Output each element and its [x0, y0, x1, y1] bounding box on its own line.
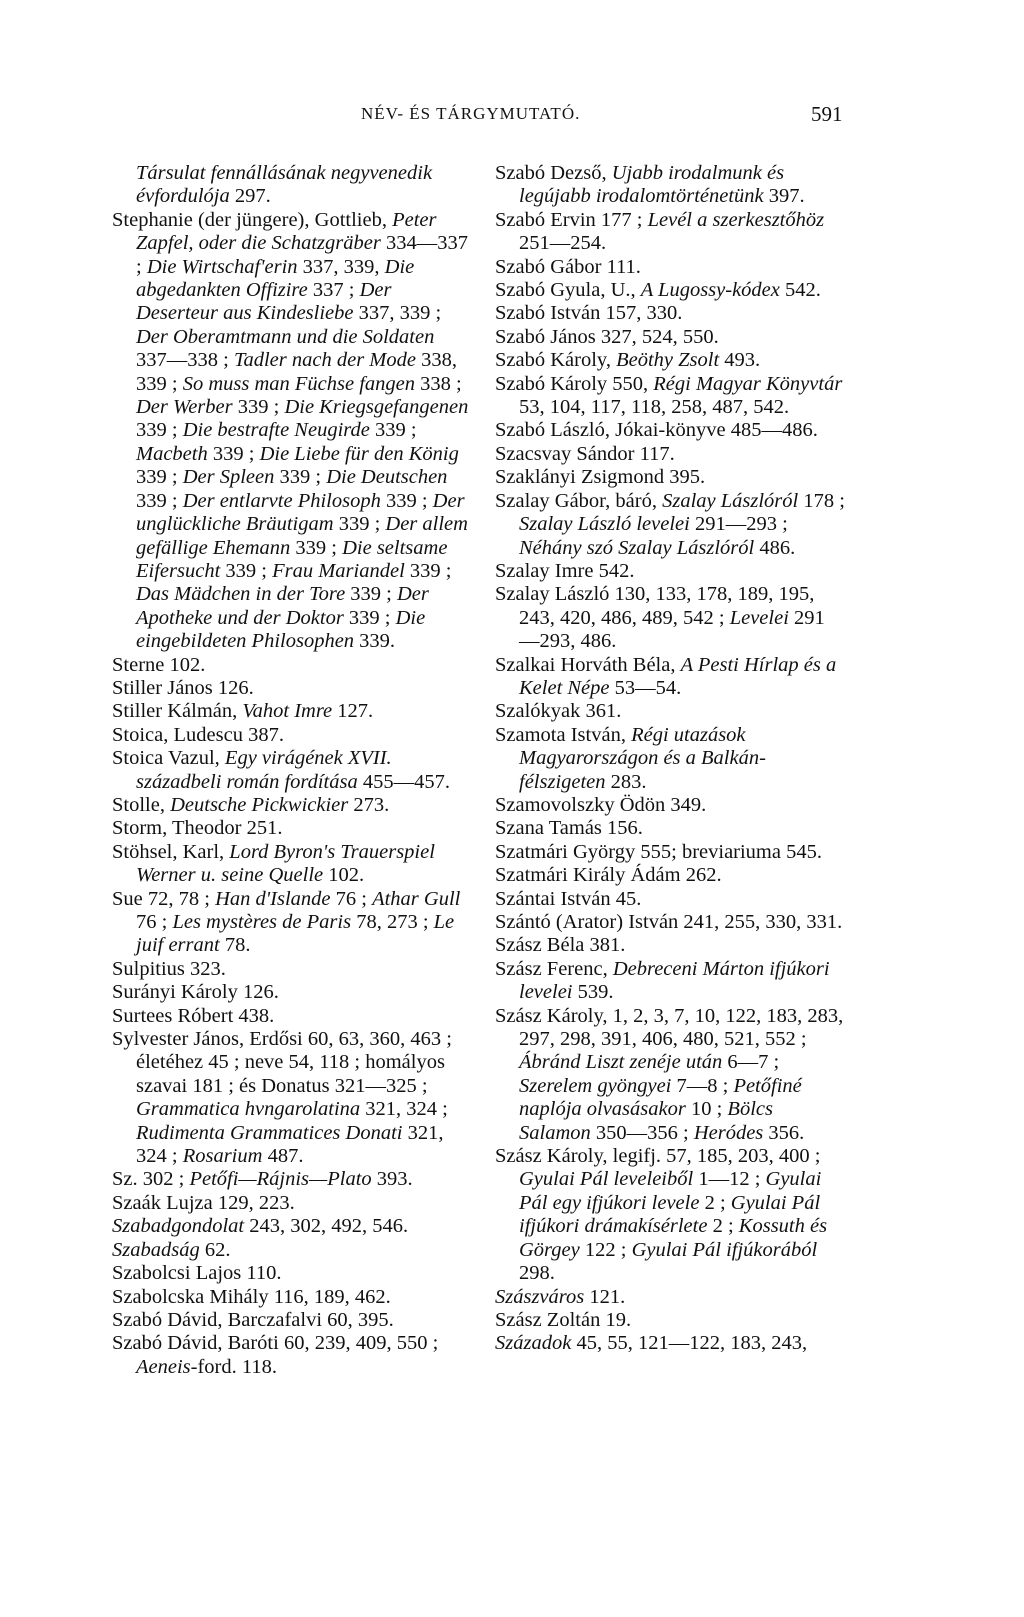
entry-text: Szamota István,: [495, 723, 632, 746]
index-entry: [495, 302, 845, 325]
entry-text: 121.: [584, 1285, 626, 1308]
entry-text: 45, 55, 121—122, 183, 243,: [571, 1332, 808, 1355]
entry-text: 339 ;: [345, 583, 397, 606]
entry-title-text: Néhány szó Szalay Lászlóról: [519, 536, 755, 559]
entry-text: Szabó Ervin 177 ;: [495, 208, 648, 231]
entry-title-text: Der Werber: [136, 396, 233, 419]
entry-title-text: Deutsche Pickwickier: [170, 793, 349, 816]
entry-title-text: Levelei: [729, 606, 789, 629]
entry-text: Stöhsel, Karl,: [112, 840, 230, 863]
entry-text: 338, 339 ;: [136, 349, 457, 395]
entry-text: 337—338 ;: [136, 349, 234, 372]
entry-text: 339 ;: [220, 559, 273, 582]
index-entry: [495, 841, 845, 864]
entry-title-text: Der Spleen: [182, 466, 275, 489]
entry-title-text: Die Wirtschaf'erin: [146, 255, 298, 278]
entry-text: Szántó (Arator) István 241, 255, 330, 331.: [495, 911, 843, 933]
entry-text: 339 ;: [369, 419, 417, 442]
entry-title-text: Heródes: [693, 1121, 764, 1144]
entry-text: Szatmári György 555; breviariuma 545.: [495, 840, 822, 863]
entry-title-text: Le juif errant: [136, 911, 455, 957]
index-entry: [495, 654, 845, 701]
entry-title-text: Debreceni Márton ifjúkori levelei: [519, 957, 830, 1004]
index-entry: [495, 958, 845, 1005]
entry-title-text: Der allem gefällige Ehemann: [136, 513, 468, 559]
entry-title-text: Peter Zapfel, oder die Schatzgräber: [136, 208, 437, 255]
entry-title-text: Szabadság: [112, 1238, 200, 1261]
entry-text: 122 ;: [579, 1238, 632, 1261]
entry-text: 356.: [763, 1121, 805, 1144]
entry-title-text: Les mystères de Paris: [172, 911, 352, 933]
index-entry: [495, 724, 845, 794]
entry-title-text: Szalay László levelei: [519, 513, 690, 536]
entry-title-text: Die eingebildeten Philosophen: [136, 606, 426, 653]
entry-title-text: A Pesti Hírlap és a Kelet Népe: [519, 653, 837, 699]
index-entry: [112, 209, 470, 654]
entry-title-text: Kossuth és Görgey: [519, 1215, 828, 1261]
entry-text: Sulpitius 323.: [112, 957, 226, 980]
index-entry: [112, 1168, 470, 1191]
entry-title-text: Frau Mariandel: [272, 559, 405, 582]
entry-text: 297.: [229, 185, 271, 208]
entry-title-text: Régi Magyar Könyvtár: [653, 372, 843, 395]
index-entry: [495, 700, 845, 723]
entry-text: 7—8 ;: [671, 1074, 734, 1097]
entry-title-text: Egy virágének XVII. századbeli román fordítása: [136, 747, 392, 793]
entry-text: 337, 339 ;: [353, 302, 442, 325]
entry-title-text: Társulat fennállásának negyvenedik évfordulója: [136, 162, 433, 208]
index-entry: [112, 724, 470, 747]
entry-title-text: Athar Gull: [372, 887, 461, 910]
entry-text: Szana Tamás 156.: [495, 817, 643, 840]
entry-text: 53—54.: [609, 676, 682, 699]
entry-text: Stiller Kálmán,: [112, 700, 243, 723]
index-entry: [495, 443, 845, 466]
entry-text: Szalókyak 361.: [495, 700, 622, 723]
entry-text: 53, 104, 117, 118, 258, 487, 542.: [519, 396, 790, 419]
index-entry: [495, 934, 845, 957]
entry-text: -ford. 118.: [190, 1355, 278, 1378]
entry-text: 298.: [519, 1262, 555, 1285]
entry-title-text: A Lugossy-kódex: [640, 279, 780, 302]
entry-text: 78.: [219, 934, 251, 957]
entry-title-text: Rosarium: [182, 1145, 263, 1168]
index-entry: [112, 1239, 470, 1262]
entry-text: 127.: [332, 700, 374, 723]
entry-title-text: Gyulai Pál ifjúkorából: [631, 1238, 818, 1261]
entry-title-text: Die Deutschen: [326, 466, 448, 489]
entry-title-text: Der unglückliche Bräutigam: [136, 489, 465, 536]
entry-title-text: Die seltsame Eifersucht: [136, 536, 448, 582]
index-entry: [495, 490, 845, 560]
entry-title-text: Tadler nach der Mode: [233, 349, 416, 372]
entry-title-text: Szászváros: [495, 1285, 585, 1308]
entry-title-text: Szabadgondolat: [112, 1215, 245, 1238]
entry-text: 455—457.: [357, 770, 450, 793]
index-entry: [112, 1286, 470, 1309]
entry-title-text: Vahot Imre: [242, 700, 333, 723]
entry-text: 321, 324 ;: [136, 1121, 444, 1168]
entry-text: Szamovolszky Ödön 349.: [495, 793, 707, 816]
index-entry: [495, 911, 845, 934]
entry-text: Szabó Dezső,: [495, 162, 612, 184]
entry-text: 62.: [199, 1238, 231, 1261]
entry-text: 251—254.: [519, 232, 607, 255]
entry-text: 291—293, 486.: [519, 606, 825, 653]
entry-text: 339 ;: [404, 559, 452, 582]
entry-title-text: Grammatica hvngarolatina: [136, 1098, 361, 1121]
index-entry: [495, 888, 845, 911]
index-entry: [112, 1332, 470, 1379]
entry-text: 283.: [605, 770, 647, 793]
entry-text: Sue 72, 78 ;: [112, 887, 216, 910]
entry-text: Szaák Lujza 129, 223.: [112, 1191, 295, 1214]
entry-text: 337 ;: [307, 279, 360, 302]
index-entry: [112, 1028, 470, 1168]
entry-title-text: Lord Byron's Trauerspiel Werner u. seine Quelle: [136, 840, 435, 887]
index-entry: [495, 162, 845, 209]
index-entry: [112, 1309, 470, 1332]
index-entry: [112, 162, 470, 209]
index-entry: [112, 794, 470, 817]
index-entry: [112, 841, 470, 888]
entry-text: 542.: [779, 279, 821, 302]
entry-text: 243, 302, 492, 546.: [244, 1215, 409, 1238]
entry-title-text: Gyulai Pál leveleiből: [519, 1168, 694, 1191]
entry-text: Sylvester János, Erdősi 60, 63, 360, 463 ; életéhez 45 ; neve 54, 118 ; homályos szavai 181 ; és Donatus 321—325 ;: [112, 1028, 452, 1097]
entry-text: Szász Béla 381.: [495, 934, 626, 957]
entry-text: 76 ;: [136, 911, 173, 933]
running-title: NÉV- ÉS TÁRGYMUTATÓ.: [361, 104, 581, 123]
entry-title-text: Die abgedankten Offizire: [136, 255, 415, 302]
entry-title-text: Die Liebe für den König: [259, 442, 459, 465]
entry-title-text: Gyulai Pál egy ifjúkori levele: [519, 1168, 822, 1214]
entry-title-text: Han d'Islande: [215, 887, 331, 910]
entry-title-text: Der entlarvte Philosoph: [182, 489, 381, 512]
index-entry: [495, 1286, 845, 1309]
entry-text: Szabó Károly 550,: [495, 372, 654, 395]
index-entry: [495, 1145, 845, 1285]
entry-text: Stephanie (der jüngere), Gottlieb,: [112, 208, 393, 231]
entry-text: Surányi Károly 126.: [112, 981, 279, 1004]
entry-title-text: So muss man Füchse fangen: [182, 372, 416, 395]
page-number: 591: [811, 102, 843, 126]
entry-text: Szabó Károly,: [495, 349, 617, 372]
index-entry: [495, 256, 845, 279]
entry-title-text: Rudimenta Grammatices Donati: [136, 1121, 403, 1144]
index-entry: [112, 817, 470, 840]
entry-title-text: Szalay Lászlóról: [662, 489, 799, 512]
index-entry: [495, 349, 845, 372]
entry-text: Szabó Dávid, Barczafalvi 60, 395.: [112, 1308, 394, 1331]
index-entry: [112, 1262, 470, 1285]
entry-text: Stoica Vazul,: [112, 747, 225, 770]
entry-text: 486.: [754, 536, 796, 559]
entry-text: 397.: [763, 185, 805, 208]
index-column-right: [495, 162, 845, 1356]
entry-text: Szász Zoltán 19.: [495, 1308, 632, 1331]
entry-text: 339 ;: [290, 536, 343, 559]
entry-text: Szaklányi Zsigmond 395.: [495, 466, 706, 489]
entry-text: Szabó István 157, 330.: [495, 302, 683, 325]
index-entry: [495, 466, 845, 489]
entry-title-text: Szerelem gyöngyei: [519, 1074, 672, 1097]
entry-text: 178 ;: [798, 489, 845, 512]
entry-text: 273.: [348, 793, 390, 816]
index-entry: [495, 326, 845, 349]
entry-text: Sterne 102.: [112, 653, 206, 676]
entry-text: Stolle,: [112, 793, 171, 816]
index-entry: [495, 1005, 845, 1145]
entry-text: Szalkai Horváth Béla,: [495, 653, 681, 676]
entry-text: Storm, Theodor 251.: [112, 817, 283, 840]
index-entry: [112, 981, 470, 1004]
entry-text: Szász Ferenc,: [495, 957, 613, 980]
entry-text: Szatmári Király Ádám 262.: [495, 864, 722, 887]
index-entry: [112, 677, 470, 700]
entry-text: Szabó László, Jókai-könyve 485—486.: [495, 419, 818, 442]
entry-title-text: Macbeth: [136, 442, 208, 465]
entry-text: Stiller János 126.: [112, 676, 254, 699]
entry-text: 321, 324 ;: [360, 1098, 448, 1121]
entry-title-text: Die Kriegsgefangenen: [284, 396, 469, 419]
entry-title-text: Das Mädchen in der Tore: [136, 583, 346, 606]
entry-text: 393.: [371, 1168, 413, 1191]
entry-text: 339 ;: [274, 466, 327, 489]
entry-text: 339 ;: [380, 489, 433, 512]
entry-title-text: Petőfi—Rájnis—Plato: [189, 1168, 372, 1191]
page-header: [0, 104, 1024, 134]
entry-title-text: Petőfiné naplója olvasásakor: [519, 1074, 802, 1121]
entry-title-text: Die bestrafte Neugirde: [182, 419, 370, 442]
entry-title-text: Bölcs Salamon: [519, 1098, 773, 1144]
entry-text: Szabolcsi Lajos 110.: [112, 1262, 282, 1285]
entry-text: 2 ;: [707, 1215, 739, 1238]
entry-text: 539.: [572, 981, 614, 1004]
entry-text: Szász Károly, 1, 2, 3, 7, 10, 122, 183, 283, 297, 298, 391, 406, 480, 521, 552 ;: [495, 1004, 844, 1051]
index-entry: [495, 279, 845, 302]
entry-text: Szabó Gyula, U.,: [495, 279, 641, 302]
entry-title-text: Régi utazások Magyarországon és a Balkán-félszigeten: [519, 723, 766, 793]
entry-text: 78, 273 ;: [351, 911, 434, 933]
index-entry: [495, 560, 845, 583]
entry-text: 291—293 ;: [689, 513, 788, 536]
entry-text: 339 ;: [207, 442, 260, 465]
entry-text: 339 ;: [232, 396, 285, 419]
entry-text: Szabó Gábor 111.: [495, 255, 641, 278]
entry-text: 6—7 ;: [722, 1051, 780, 1074]
entry-text: 1—12 ;: [693, 1168, 766, 1191]
entry-text: 334—337 ;: [136, 232, 468, 278]
entry-title-text: Beöthy Zsolt: [616, 349, 720, 372]
index-entry: [112, 1215, 470, 1238]
index-entry: [112, 747, 470, 794]
entry-text: 339 ;: [136, 489, 183, 512]
entry-text: 337, 339,: [297, 255, 385, 278]
index-entry: [495, 1332, 845, 1355]
entry-text: 493.: [719, 349, 761, 372]
entry-text: 339 ;: [136, 466, 183, 489]
entry-text: Sz. 302 ;: [112, 1168, 190, 1191]
index-entry: [112, 958, 470, 981]
index-entry: [112, 1005, 470, 1028]
index-entry: [495, 373, 845, 420]
entry-text: Szabolcska Mihály 116, 189, 462.: [112, 1285, 391, 1308]
entry-text: 76 ;: [330, 887, 373, 910]
entry-text: Szacsvay Sándor 117.: [495, 442, 675, 465]
entry-text: 350—356 ;: [590, 1121, 694, 1144]
index-entry: [495, 817, 845, 840]
index-entry: [112, 1192, 470, 1215]
entry-text: 339 ;: [136, 419, 183, 442]
entry-text: 10 ;: [685, 1098, 728, 1121]
entry-text: 487.: [262, 1145, 304, 1168]
entry-text: Szász Károly, legifj. 57, 185, 203, 400 ;: [495, 1145, 821, 1168]
entry-text: Stoica, Ludescu 387.: [112, 723, 284, 746]
index-entry: [495, 209, 845, 256]
entry-text: Surtees Róbert 438.: [112, 1004, 275, 1027]
entry-text: 339 ;: [333, 513, 386, 536]
entry-text: 102.: [323, 864, 365, 887]
index-entry: [495, 583, 845, 653]
entry-title-text: Aeneis: [136, 1355, 191, 1378]
entry-text: 2 ;: [699, 1191, 731, 1214]
entry-title-text: Ábránd Liszt zenéje után: [519, 1051, 723, 1074]
entry-text: Szabó Dávid, Baróti 60, 239, 409, 550 ;: [112, 1332, 439, 1355]
index-entry: [495, 1309, 845, 1332]
entry-title-text: Gyulai Pál ifjúkori drámakísérlete: [519, 1191, 821, 1238]
entry-title-text: Der Deserteur aus Kindesliebe: [136, 279, 392, 325]
entry-title-text: Levél a szerkesztőhöz: [647, 208, 825, 231]
index-entry: [112, 888, 470, 958]
index-column-left: [112, 162, 470, 1379]
entry-title-text: Der Apotheke und der Doktor: [136, 583, 429, 629]
entry-title-text: Der Oberamtmann und die Soldaten: [136, 325, 435, 348]
entry-text: Szalay Imre 542.: [495, 559, 635, 582]
index-entry: [495, 419, 845, 442]
entry-text: 338 ;: [415, 372, 462, 395]
entry-text: Szabó János 327, 524, 550.: [495, 325, 719, 348]
entry-text: Szalay Gábor, báró,: [495, 489, 663, 512]
entry-text: Szalay László 130, 133, 178, 189, 195, 243, 420, 486, 489, 542 ;: [495, 583, 815, 629]
entry-title-text: Századok: [495, 1332, 572, 1355]
index-entry: [495, 794, 845, 817]
index-entry: [495, 864, 845, 887]
entry-title-text: Ujabb irodalmunk és legújabb irodalomtörténetünk: [519, 162, 785, 208]
entry-text: 339 ;: [343, 606, 396, 629]
index-entry: [112, 700, 470, 723]
index-entry: [112, 654, 470, 677]
entry-text: Szántai István 45.: [495, 887, 642, 910]
entry-text: 339.: [354, 630, 396, 653]
